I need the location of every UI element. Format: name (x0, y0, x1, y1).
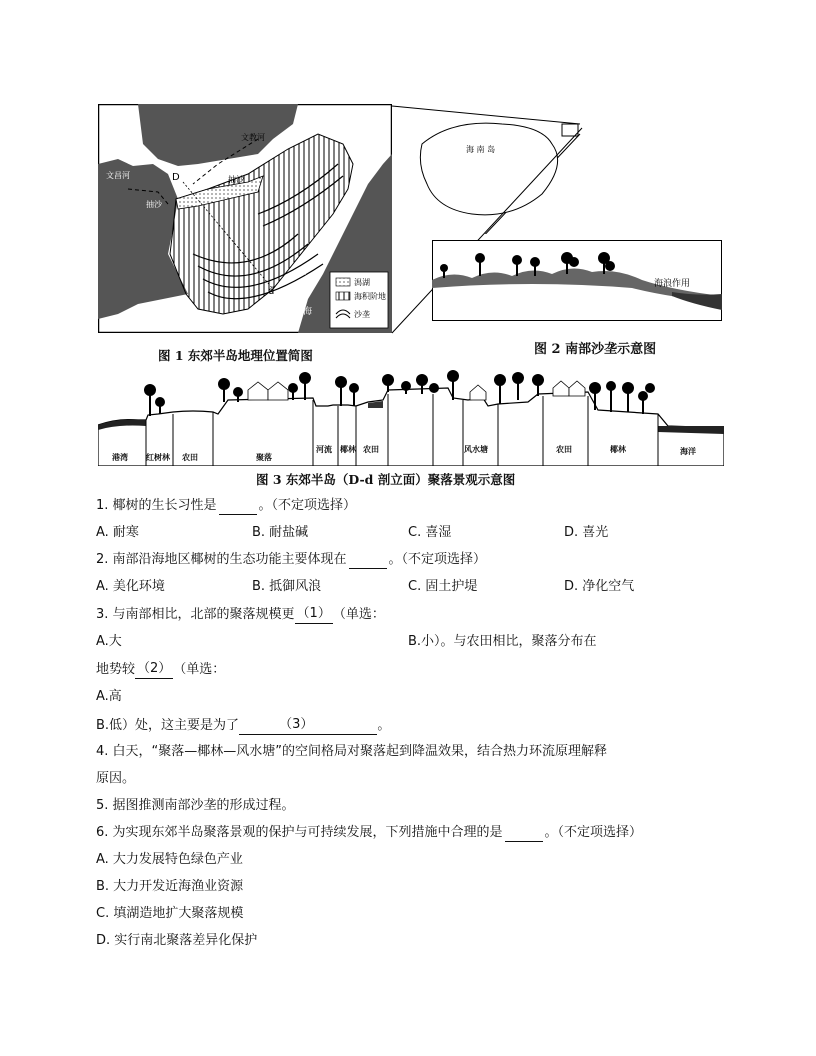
fig3-label-3: 聚落 (256, 453, 272, 462)
q2-answer-blank[interactable] (349, 554, 387, 569)
q3-line3-end: （单选： (173, 662, 226, 677)
q1-answer-blank[interactable] (219, 500, 257, 515)
q3-line3-text: 地势较 (96, 662, 136, 677)
q2-option-a[interactable]: A. 美化环境 (96, 579, 165, 594)
question-3-line-3 (96, 660, 225, 679)
q3-option-b-small[interactable]: B.小）。与农田相比，聚落分布在 (408, 634, 597, 649)
figure-2-section (432, 240, 722, 322)
q3-blank-3-label: （3） (279, 717, 314, 732)
figure-3-cross-section (98, 370, 724, 466)
fig3-label-1: 红树林 (146, 453, 170, 462)
q1-stem-text: 1. 椰树的生长习性是 (96, 498, 217, 513)
q6-stem-text: 6. 为实现东郊半岛聚落景观的保护与可持续发展，下列措施中合理的是 (96, 825, 503, 840)
label-D: D (172, 172, 180, 183)
q2-suffix: 。（不定项选择） (388, 552, 487, 567)
label-hainan-island: 海 南 岛 (466, 145, 496, 154)
label-wave-action: 海浪作用 (654, 279, 691, 289)
q1-suffix: 。（不定项选择） (258, 498, 357, 513)
fig3-label-6: 农田 (363, 445, 379, 454)
q1-option-b[interactable]: B. 耐盐碱 (252, 525, 309, 540)
label-wenchang-river: 文昌河 (106, 171, 130, 180)
q3-option-a-high[interactable]: A.高 (96, 689, 122, 704)
legend-terrace-label: 海积阶地 (354, 292, 386, 301)
q3-line1-end: （单选： (332, 607, 385, 622)
fig3-label-5: 椰林 (340, 445, 356, 454)
question-5: 5. 据图推测南部沙垄的形成过程。 (96, 798, 295, 813)
q3-line5-end: 。 (377, 718, 391, 733)
question-3-line-1 (96, 605, 385, 624)
fig3-label-7: 风水塘 (464, 445, 488, 454)
q6-option-d[interactable]: D. 实行南北聚落差异化保护 (96, 933, 258, 948)
figure-1-caption: 图 1 东郊半岛地理位置简图 (158, 348, 313, 363)
label-hai: 海 (303, 307, 313, 317)
q6-option-b[interactable]: B. 大力开发近海渔业资源 (96, 879, 244, 894)
fig3-label-2: 农田 (182, 453, 198, 462)
q3-blank-1[interactable]: （1） (295, 605, 333, 624)
figure-3-caption: 图 3 东郊半岛（D-d 剖立面）聚落景观示意图 (256, 472, 516, 487)
q6-suffix: 。（不定项选择） (544, 825, 643, 840)
fig3-label-4: 河流 (316, 445, 332, 454)
q1-option-c[interactable]: C. 喜湿 (408, 525, 452, 540)
label-lunsha-1: 抽沙 (228, 175, 244, 184)
q6-option-a[interactable]: A. 大力发展特色绿色产业 (96, 852, 243, 867)
fig3-label-9: 椰林 (610, 445, 626, 454)
fig3-label-0: 港湾 (112, 453, 128, 462)
q3-line1-text: 3. 与南部相比，北部的聚落规模更 (96, 607, 295, 622)
label-wenjiao-river: 文教河 (241, 133, 265, 142)
q2-stem-text: 2. 南部沿海地区椰树的生态功能主要体现在 (96, 552, 347, 567)
q2-option-c[interactable]: C. 固土护堤 (408, 579, 478, 594)
legend-sandbar-label: 沙垄 (354, 310, 370, 319)
question-1-stem (96, 497, 356, 515)
q2-option-d[interactable]: D. 净化空气 (564, 579, 635, 594)
legend-lake-label: 潟湖 (354, 278, 370, 287)
q3-line5-text: B.低）处，这主要是为了 (96, 718, 240, 733)
question-2-stem (96, 551, 486, 569)
q3-blank-3[interactable] (239, 716, 377, 735)
question-3-line-5 (96, 716, 390, 735)
q3-blank-2[interactable]: （2） (135, 660, 173, 679)
figure-2-caption: 图 2 南部沙垄示意图 (534, 342, 657, 357)
question-4-line-2: 原因。 (96, 771, 136, 786)
q1-option-d[interactable]: D. 喜光 (564, 525, 609, 540)
label-lunsha-2: 抽沙 (146, 200, 162, 209)
q6-answer-blank[interactable] (505, 827, 543, 842)
question-4-line-1: 4. 白天，“聚落—椰林—风水塘”的空间格局对聚落起到降温效果，结合热力环流原理解释 (96, 744, 608, 759)
q6-option-c[interactable]: C. 填湖造地扩大聚落规模 (96, 906, 244, 921)
fig3-label-10: 海洋 (680, 447, 696, 456)
fig3-label-8: 农田 (556, 445, 572, 454)
label-nan: 南 (298, 267, 308, 277)
q1-option-a[interactable]: A. 耐寒 (96, 525, 139, 540)
question-6-stem (96, 824, 642, 842)
label-d: d (268, 286, 275, 297)
q3-option-a-large[interactable]: A.大 (96, 634, 122, 649)
q2-option-b[interactable]: B. 抵御风浪 (252, 579, 322, 594)
